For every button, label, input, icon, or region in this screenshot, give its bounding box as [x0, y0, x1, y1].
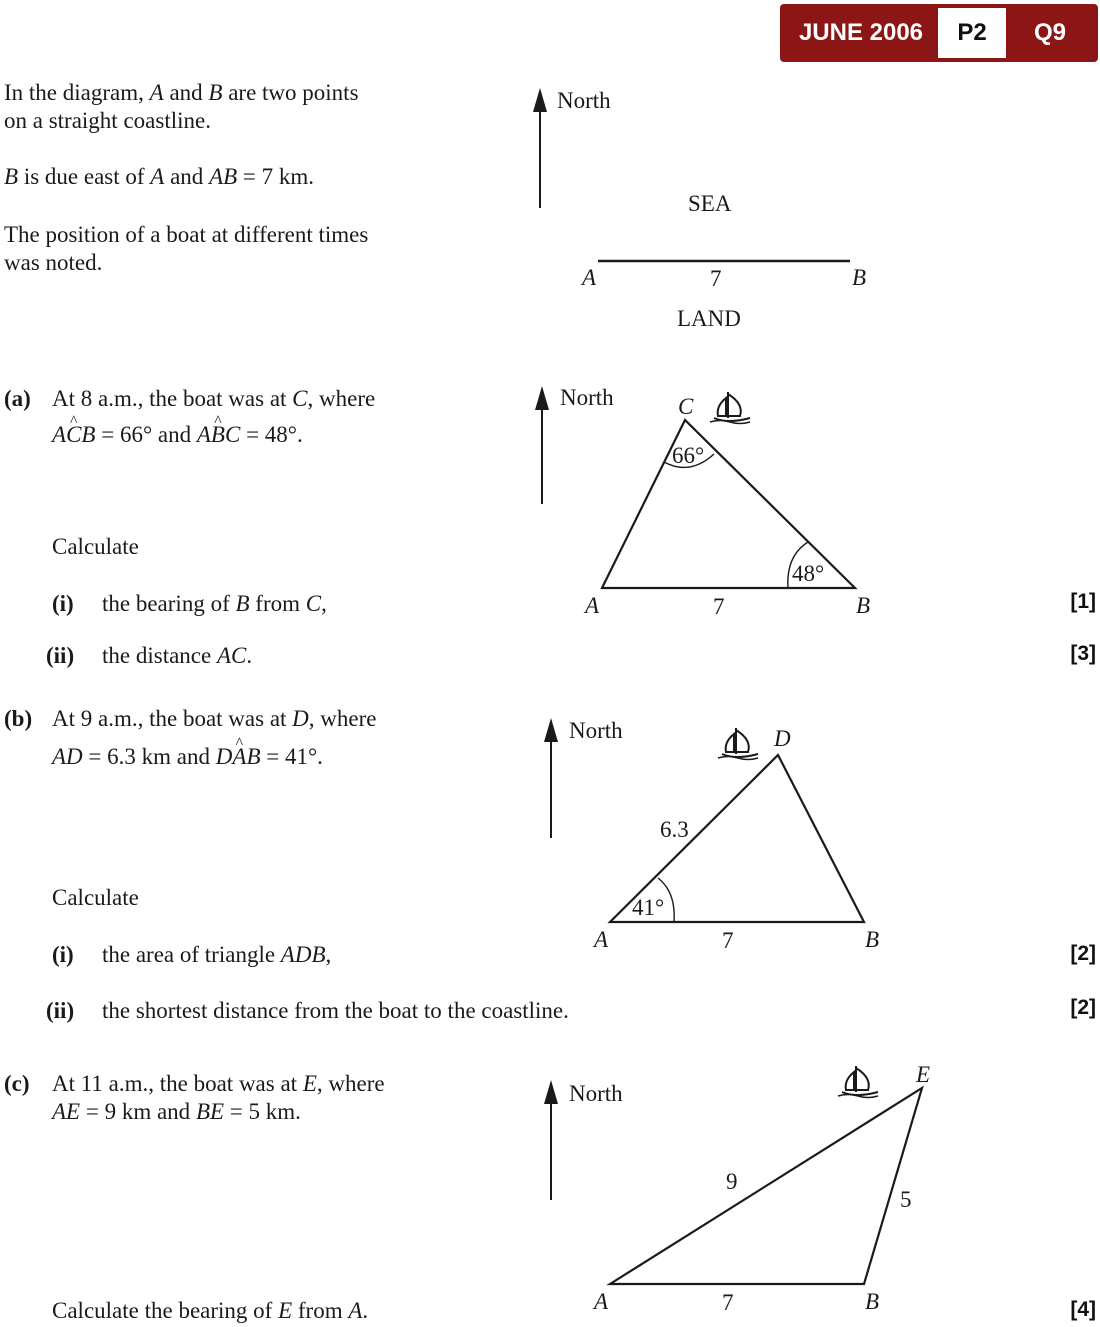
north-label-3: North: [569, 718, 623, 743]
angle-b-label: 48°: [792, 561, 825, 586]
part-b-ii-label: (ii): [46, 998, 75, 1023]
intro-line-5: was noted.: [4, 250, 103, 275]
d1-point-a: A: [582, 265, 597, 290]
part-a-label: (a): [4, 386, 31, 411]
part-a-i-label: (i): [52, 591, 74, 616]
paper-label: P2: [938, 8, 1006, 58]
d3-point-d: D: [774, 726, 791, 751]
part-a-ii-marks: [3]: [1070, 642, 1096, 665]
d2-ab-length: 7: [713, 594, 725, 619]
part-b-i-text: the area of triangle ADB,: [102, 942, 332, 967]
boat-icon-c: [710, 392, 750, 424]
d2-point-c: C: [678, 394, 694, 419]
part-b-i-marks: [2]: [1070, 942, 1096, 965]
angle-a-label: 41°: [632, 895, 665, 920]
be-length-label: 5: [900, 1187, 912, 1212]
part-a-calculate: Calculate: [52, 534, 139, 559]
part-b-i-label: (i): [52, 942, 74, 967]
d4-ab-length: 7: [722, 1290, 734, 1315]
part-a-ii-label: (ii): [46, 643, 75, 668]
north-arrowhead-4: [544, 1080, 558, 1104]
part-b-ii-text: the shortest distance from the boat to the coastline.: [102, 998, 569, 1023]
land-label: LAND: [677, 306, 741, 331]
d4-point-a: A: [594, 1289, 609, 1314]
diagram-triangle-aeb: [544, 1062, 930, 1315]
d4-point-b: B: [865, 1289, 880, 1314]
part-c-marks: [4]: [1070, 1298, 1096, 1321]
part-b-line-1: At 9 a.m., the boat was at D, where: [52, 706, 377, 731]
d1-ab-length: 7: [710, 266, 722, 291]
part-b-conditions: AD = 6.3 km and D^ AB = 41°.: [52, 742, 323, 771]
north-arrowhead-1: [533, 88, 547, 112]
part-a-angles: A^ CB = 66° and A^ BC = 48°.: [52, 420, 303, 449]
diagram-triangle-adb: [544, 718, 879, 953]
boat-icon-e: [838, 1066, 878, 1098]
north-arrowhead-2: [535, 386, 549, 410]
part-b-ii-marks: [2]: [1070, 996, 1096, 1019]
part-a-ii-text: the distance AC.: [102, 643, 253, 668]
part-a-line-1: At 8 a.m., the boat was at C, where: [52, 386, 376, 411]
diagram-triangle-abc: [535, 385, 870, 619]
d2-point-b: B: [856, 593, 871, 618]
intro-line-4: The position of a boat at different times: [4, 222, 369, 247]
angle-c-label: 66°: [672, 443, 705, 468]
boat-icon-d: [718, 728, 758, 760]
d3-ab-length: 7: [722, 928, 734, 953]
d3-point-b: B: [865, 927, 880, 952]
question-label: Q9: [1033, 19, 1066, 46]
session-label: JUNE 2006: [798, 19, 924, 46]
part-b-calculate: Calculate: [52, 885, 139, 910]
sea-label: SEA: [688, 191, 732, 216]
triangle-aeb: [610, 1088, 922, 1284]
ae-length-label: 9: [726, 1169, 738, 1194]
intro-line-1: In the diagram, A and B are two points: [4, 80, 359, 105]
part-c-line-1: At 11 a.m., the boat was at E, where: [52, 1071, 385, 1096]
d2-point-a: A: [585, 593, 600, 618]
part-c-line-2: AE = 9 km and BE = 5 km.: [52, 1099, 301, 1124]
north-label-4: North: [569, 1081, 623, 1106]
diagram-coastline: [533, 88, 866, 331]
north-arrowhead-3: [544, 718, 558, 742]
part-a-i-marks: [1]: [1070, 590, 1096, 613]
part-a-i-text: the bearing of B from C,: [102, 591, 327, 616]
intro-line-3: B is due east of A and AB = 7 km.: [4, 164, 315, 189]
north-label-1: North: [557, 88, 611, 113]
part-b-label: (b): [4, 706, 33, 731]
part-c-label: (c): [4, 1071, 30, 1096]
ad-length-label: 6.3: [660, 817, 689, 842]
d3-point-a: A: [594, 927, 609, 952]
d4-point-e: E: [916, 1062, 931, 1087]
part-c-calculate: Calculate the bearing of E from A.: [52, 1298, 369, 1323]
intro-line-2: on a straight coastline.: [4, 108, 211, 133]
north-label-2: North: [560, 385, 614, 410]
d1-point-b: B: [852, 265, 867, 290]
